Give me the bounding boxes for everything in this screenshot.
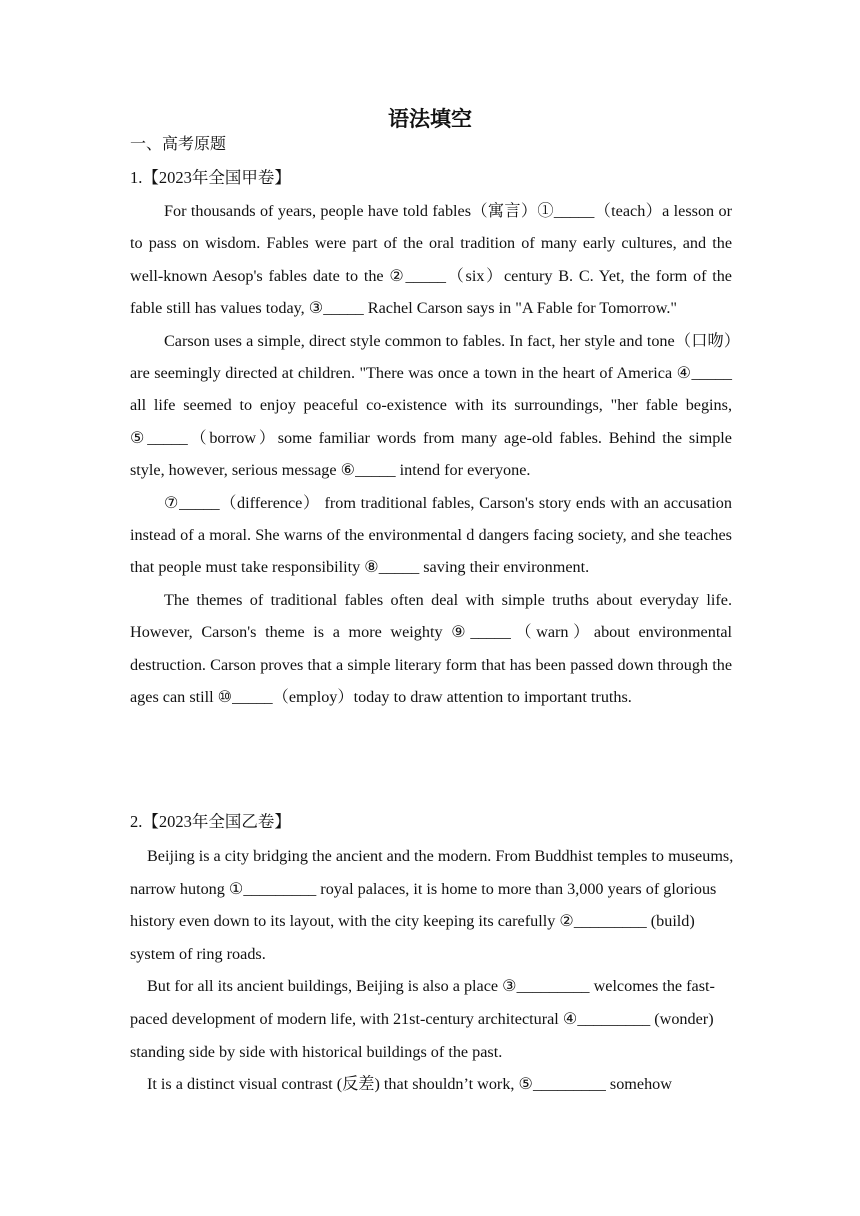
passage-paragraph: Beijing is a city bridging the ancient and the modern. From Buddhist temples to museums, narrow hutong ①_________ royal palaces, it is home to more than 3,000 years of glorious history even down to its layout, with the city keeping its carefully ②_________ (build) system of ring roads. (130, 847, 734, 963)
passage-paragraph: It is a distinct visual contrast (反差) that shouldn’t work, ⑤_________ somehow (147, 1075, 672, 1094)
question-1-heading: 1.【2023年全国甲卷】 (130, 168, 291, 187)
passage-paragraph: But for all its ancient buildings, Beijing is also a place ③_________ welcomes the fast-paced development of modern life, with 21st-century architectural ④_________ (wonder) standing side by side with historical buildings of the past. (130, 977, 715, 1061)
question-1-passage (130, 195, 732, 714)
page-title: 语法填空 (388, 107, 472, 131)
passage-paragraph: For thousands of years, people have told fables（寓言）①_____（teach）a lesson or to pass on wisdom. Fables were part of the oral tradition of many early cultures, and the well-known Aesop's fables date to the ②_____（six）century B. C. Yet, the form of the fable still has values today, ③_____ Rachel Carson says in "A Fable for Tomorrow." (130, 202, 732, 318)
passage-paragraph: ⑦_____（difference） from traditional fables, Carson's story ends with an accusation instead of a moral. She warns of the environmental d dangers facing society, and she teaches that people must take responsibility ⑧_____ saving their environment. (130, 493, 732, 577)
passage-paragraph: Carson uses a simple, direct style common to fables. In fact, her style and tone（口吻）are seemingly directed at children. "There was once a town in the heart of America ④_____ all life seemed to enjoy peaceful co-existence with its surroundings, "her fable begins, ⑤_____（borrow）some familiar words from many age-old fables. Behind the simple style, however, serious message ⑥_____ intend for everyone. (130, 331, 732, 480)
section-heading: 一、高考原题 (130, 134, 227, 153)
question-2-heading: 2.【2023年全国乙卷】 (130, 812, 291, 831)
question-2-passage (130, 840, 734, 1101)
passage-paragraph: The themes of traditional fables often deal with simple truths about everyday life. However, Carson's theme is a more weighty ⑨_____（warn）about environmental destruction. Carson proves that a simple literary form that has been passed down through the ages can still ⑩_____（employ）today to draw attention to important truths. (130, 590, 732, 707)
